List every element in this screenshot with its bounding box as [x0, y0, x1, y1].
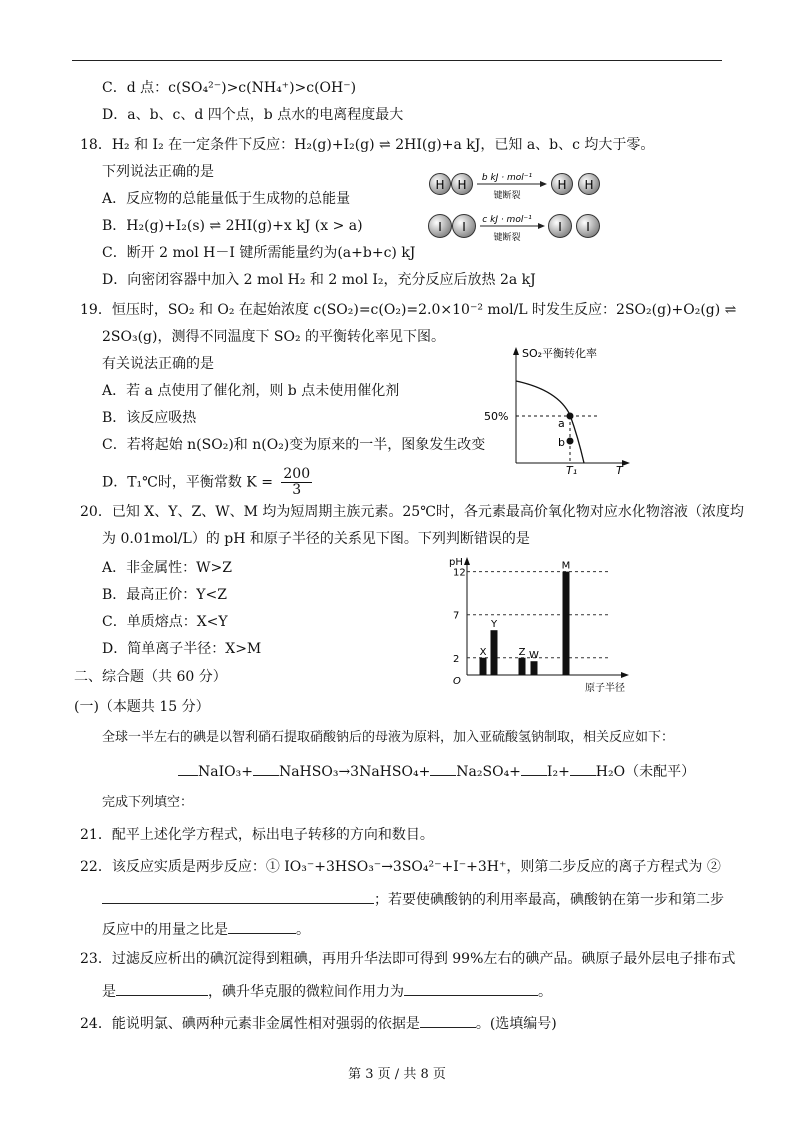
point-a-dot: [567, 413, 574, 420]
q18-option-d: D．向密闭容器中加入 2 mol H₂ 和 2 mol I₂，充分反应后放热 2a kJ: [102, 272, 536, 288]
graph-y-tick: 50%: [484, 410, 509, 423]
graph-x-tick: T₁: [566, 464, 578, 475]
q18-option-a: A．反应物的总能量低于生成物的总能量: [102, 191, 351, 207]
bar-W: [531, 661, 538, 675]
part2-subheading: (一)（本题共 15 分）: [74, 699, 210, 715]
q19-option-a: A．若 a 点使用了催化剂，则 b 点未使用催化剂: [102, 383, 400, 399]
y-tick-label: 7: [453, 610, 460, 622]
part2-intro: 全球一半左右的碘是以智利硝石提取硝酸钠后的母液为原料，加入亚硫酸氢钠制取，相关反应如下：: [102, 730, 675, 745]
i-i-bond-row: [429, 215, 600, 244]
q19-stem-2: 2SO₃(g)，测得不同温度下 SO₂ 的平衡转化率见下图。: [102, 329, 446, 345]
q19-option-b: B．该反应吸热: [102, 410, 197, 426]
point-b-dot: [567, 438, 574, 445]
svg-text:I: I: [558, 220, 562, 234]
page-footer: 第 3 页 / 共 8 页: [348, 1067, 446, 1082]
bond-breaking-diagram: [425, 168, 605, 248]
bar-label-W: W: [529, 650, 539, 662]
top-rule: [72, 60, 722, 61]
q20-stem-1: 20．已知 X、Y、Z、W、M 均为短周期主族元素。25℃时，各元素最高价氧化物对应水化物溶液（浓度均: [80, 504, 744, 520]
i-atom-label: I: [438, 220, 442, 234]
chart-xlabel: 原子半径: [585, 683, 625, 694]
ph-radius-chart: [445, 555, 645, 695]
q17-option-c: C．d 点：c(SO₄²⁻)>c(NH₄⁺)>c(OH⁻): [102, 80, 357, 96]
h-h-bond-row: [430, 173, 600, 201]
q20-option-a: A．非金属性：W>Z: [102, 560, 232, 576]
k-fraction: $\frac{200}{3}$: [283, 466, 311, 498]
q20-option-c: C．单质熔点：X<Y: [102, 614, 228, 630]
q19-option-c: C．若将起始 n(SO₂)和 n(O₂)变为原来的一半，图象发生改变: [102, 437, 486, 453]
q22-line-3: 反应中的用量之比是 。: [102, 918, 310, 940]
q19-prompt: 有关说法正确的是: [102, 356, 214, 372]
equation-to-balance: NaIO₃+ NaHSO₃→3NaHSO₄+ Na₂SO₄+ I₂+ H₂O（未配平）: [178, 760, 695, 782]
q23-answer-blank-1[interactable]: [116, 980, 208, 996]
svg-text:H: H: [457, 178, 467, 192]
conversion-curve: [516, 381, 584, 463]
q19-option-d: D．T₁℃时，平衡常数 K = $\frac{200}{3}$: [102, 466, 311, 498]
h-atom-label: H: [435, 178, 445, 192]
q23-line-2: 是 ，碘升华克服的微粒间作用力为 。: [102, 980, 552, 1002]
bar-M: [563, 572, 570, 675]
chart-ylabel: pH: [449, 557, 463, 568]
point-a-label: a: [558, 417, 565, 430]
break-label: 键断裂: [493, 191, 521, 201]
bar-label-Y: Y: [490, 619, 498, 631]
bar-label-X: X: [479, 646, 487, 658]
svg-text:H: H: [584, 178, 594, 192]
point-b-label: b: [558, 436, 565, 449]
q17-option-d: D．a、b、c、d 四个点，b 点水的电离程度最大: [102, 107, 404, 123]
fill-instruction: 完成下列填空：: [102, 795, 194, 810]
bar-Y: [491, 630, 498, 675]
bar-Z: [519, 658, 526, 675]
graph-ylabel: SO₂平衡转化率: [522, 347, 598, 360]
q22-answer-blank-1[interactable]: [102, 888, 374, 904]
q18-prompt: 下列说法正确的是: [102, 164, 214, 180]
q23-answer-blank-2[interactable]: [404, 980, 538, 996]
q20-stem-2: 为 0.01mol/L）的 pH 和原子半径的关系见下图。下列判断错误的是: [102, 531, 530, 547]
svg-text:H: H: [557, 178, 567, 192]
so2-conversion-graph: [478, 345, 638, 475]
svg-text:键断裂: 键断裂: [493, 233, 521, 243]
i-bond-energy: c kJ · mol⁻¹: [482, 215, 532, 225]
q24: 24．能说明氯、碘两种元素非金属性相对强弱的依据是 。(选填编号): [80, 1012, 557, 1034]
q22-answer-blank-2[interactable]: [228, 918, 296, 934]
part2-heading: 二、综合题（共 60 分）: [74, 669, 227, 685]
q23-line-1: 23．过滤反应析出的碘沉淀得到粗碘，再用升华法即可得到 99%左右的碘产品。碘原子最外层电子排布式: [80, 951, 736, 967]
y-tick-label: 12: [453, 567, 466, 579]
q20-option-b: B．最高正价：Y<Z: [102, 587, 227, 603]
q20-option-d: D．简单离子半径：X>M: [102, 641, 262, 657]
q22-line-2: ；若要使碘酸钠的利用率最高，碘酸钠在第一步和第二步: [102, 888, 724, 910]
q24-answer-blank[interactable]: [420, 1012, 476, 1028]
bar-label-M: M: [561, 560, 571, 572]
q19-stem-1: 19．恒压时，SO₂ 和 O₂ 在起始浓度 c(SO₂)=c(O₂)=2.0×10⁻² mol/L 时发生反应：2SO₂(g)+O₂(g) ⇌: [80, 302, 737, 318]
q18-stem: 18．H₂ 和 I₂ 在一定条件下反应：H₂(g)+I₂(g) ⇌ 2HI(g)+a kJ，已知 a、b、c 均大于零。: [80, 137, 655, 153]
bar-label-Z: Z: [518, 646, 526, 658]
q18-option-c: C．断开 2 mol H－I 键所需能量约为(a+b+c) kJ: [102, 245, 416, 261]
q22-line-1: 22．该反应实质是两步反应：① IO₃⁻+3HSO₃⁻→3SO₄²⁻+I⁻+3H⁺，则第二步反应的离子方程式为 ②: [80, 859, 721, 875]
y-tick-label: 2: [453, 653, 460, 665]
q18-option-b: B．H₂(g)+I₂(s) ⇌ 2HI(g)+x kJ (x > a): [102, 218, 363, 234]
bar-X: [480, 658, 487, 675]
graph-xlabel: T: [616, 464, 623, 475]
chart-origin: O: [453, 676, 461, 687]
q21: 21．配平上述化学方程式，标出电子转移的方向和数目。: [80, 827, 434, 843]
svg-text:I: I: [462, 220, 466, 234]
h-bond-energy: b kJ · mol⁻¹: [481, 173, 533, 183]
svg-text:I: I: [586, 220, 590, 234]
